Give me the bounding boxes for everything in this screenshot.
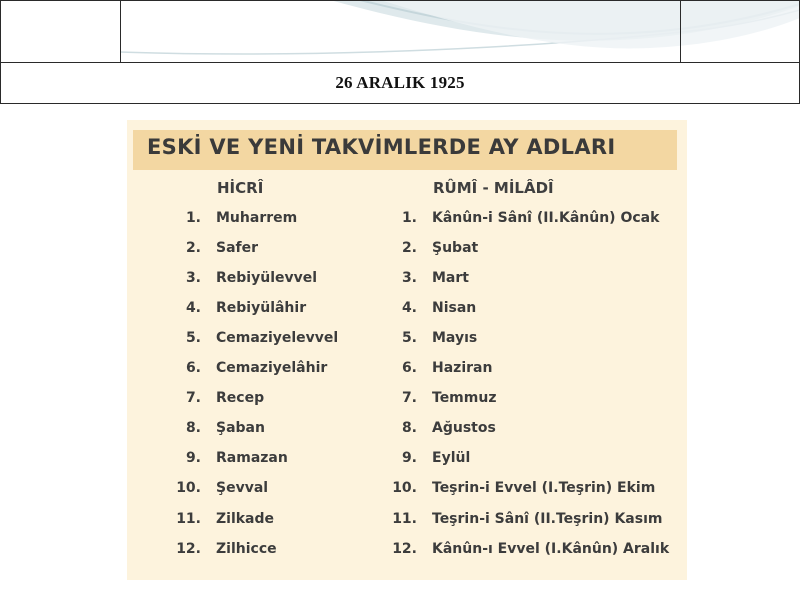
rumi-month-name: Eylül bbox=[432, 450, 471, 466]
rumi-month-number: 5. bbox=[401, 330, 417, 346]
rumi-month-number: 7. bbox=[401, 390, 417, 406]
hicri-month-name: Cemaziyelâhir bbox=[216, 360, 328, 376]
rumi-month-name: Nisan bbox=[432, 300, 477, 316]
date-text: 26 ARALIK 1925 bbox=[335, 73, 465, 92]
hicri-month-number: 3. bbox=[185, 270, 201, 286]
rumi-month-name: Haziran bbox=[432, 360, 493, 376]
hicri-month-name: Ramazan bbox=[216, 450, 288, 466]
hicri-month-number: 7. bbox=[185, 390, 201, 406]
rumi-month-number: 8. bbox=[401, 420, 417, 436]
hicri-month-number: 6. bbox=[185, 360, 201, 376]
rumi-month-number: 11. bbox=[392, 511, 417, 527]
rumi-month-number: 9. bbox=[401, 450, 417, 466]
hicri-month-name: Recep bbox=[216, 390, 265, 406]
table-title: ESKİ VE YENİ TAKVİMLERDE AY ADLARI bbox=[147, 135, 616, 159]
hicri-month-number: 10. bbox=[176, 480, 201, 496]
rumi-month-number: 6. bbox=[401, 360, 417, 376]
table-border-bottom bbox=[0, 103, 800, 104]
hicri-month-number: 11. bbox=[176, 511, 201, 527]
hicri-month-number: 5. bbox=[185, 330, 201, 346]
rumi-month-number: 2. bbox=[401, 240, 417, 256]
rumi-month-number: 3. bbox=[401, 270, 417, 286]
table-divider-2 bbox=[680, 0, 681, 62]
rumi-month-name: Temmuz bbox=[432, 390, 497, 406]
hicri-month-name: Şaban bbox=[216, 420, 265, 436]
rumi-month-number: 10. bbox=[392, 480, 417, 496]
hicri-month-name: Cemaziyelevvel bbox=[216, 330, 339, 346]
title-band bbox=[133, 130, 677, 170]
rumi-month-number: 4. bbox=[401, 300, 417, 316]
header-table bbox=[0, 0, 800, 104]
hicri-month-number: 9. bbox=[185, 450, 201, 466]
rumi-column-header: RÛMÎ - MİLÂDÎ bbox=[433, 179, 554, 197]
rumi-month-name: Ağustos bbox=[432, 420, 496, 436]
hicri-month-number: 12. bbox=[176, 541, 201, 557]
hicri-month-name: Şevval bbox=[216, 480, 269, 496]
hicri-month-name: Safer bbox=[216, 240, 259, 256]
rumi-month-number: 12. bbox=[392, 541, 417, 557]
hicri-month-name: Muharrem bbox=[216, 210, 298, 226]
rumi-month-name: Mayıs bbox=[432, 330, 478, 346]
hicri-column-header: HİCRÎ bbox=[217, 179, 264, 197]
hicri-month-name: Zilkade bbox=[216, 511, 275, 527]
rumi-month-name: Şubat bbox=[432, 240, 479, 256]
rumi-month-name: Mart bbox=[432, 270, 469, 286]
hicri-month-number: 2. bbox=[185, 240, 201, 256]
month-names-table bbox=[127, 120, 687, 580]
hicri-month-number: 1. bbox=[185, 210, 201, 226]
hicri-month-number: 4. bbox=[185, 300, 201, 316]
hicri-month-name: Zilhicce bbox=[216, 541, 277, 557]
hicri-month-number: 8. bbox=[185, 420, 201, 436]
table-divider-1 bbox=[120, 0, 121, 62]
rumi-month-name: Kânûn-ı Evvel (I.Kânûn) Aralık bbox=[432, 541, 670, 557]
rumi-month-number: 1. bbox=[401, 210, 417, 226]
hicri-month-name: Rebiyülâhir bbox=[216, 300, 307, 316]
rumi-month-name: Kânûn-i Sânî (II.Kânûn) Ocak bbox=[432, 210, 660, 226]
rumi-month-name: Teşrin-i Sânî (II.Teşrin) Kasım bbox=[432, 511, 663, 527]
rumi-month-name: Teşrin-i Evvel (I.Teşrin) Ekim bbox=[432, 480, 656, 496]
hicri-month-name: Rebiyülevvel bbox=[216, 270, 318, 286]
